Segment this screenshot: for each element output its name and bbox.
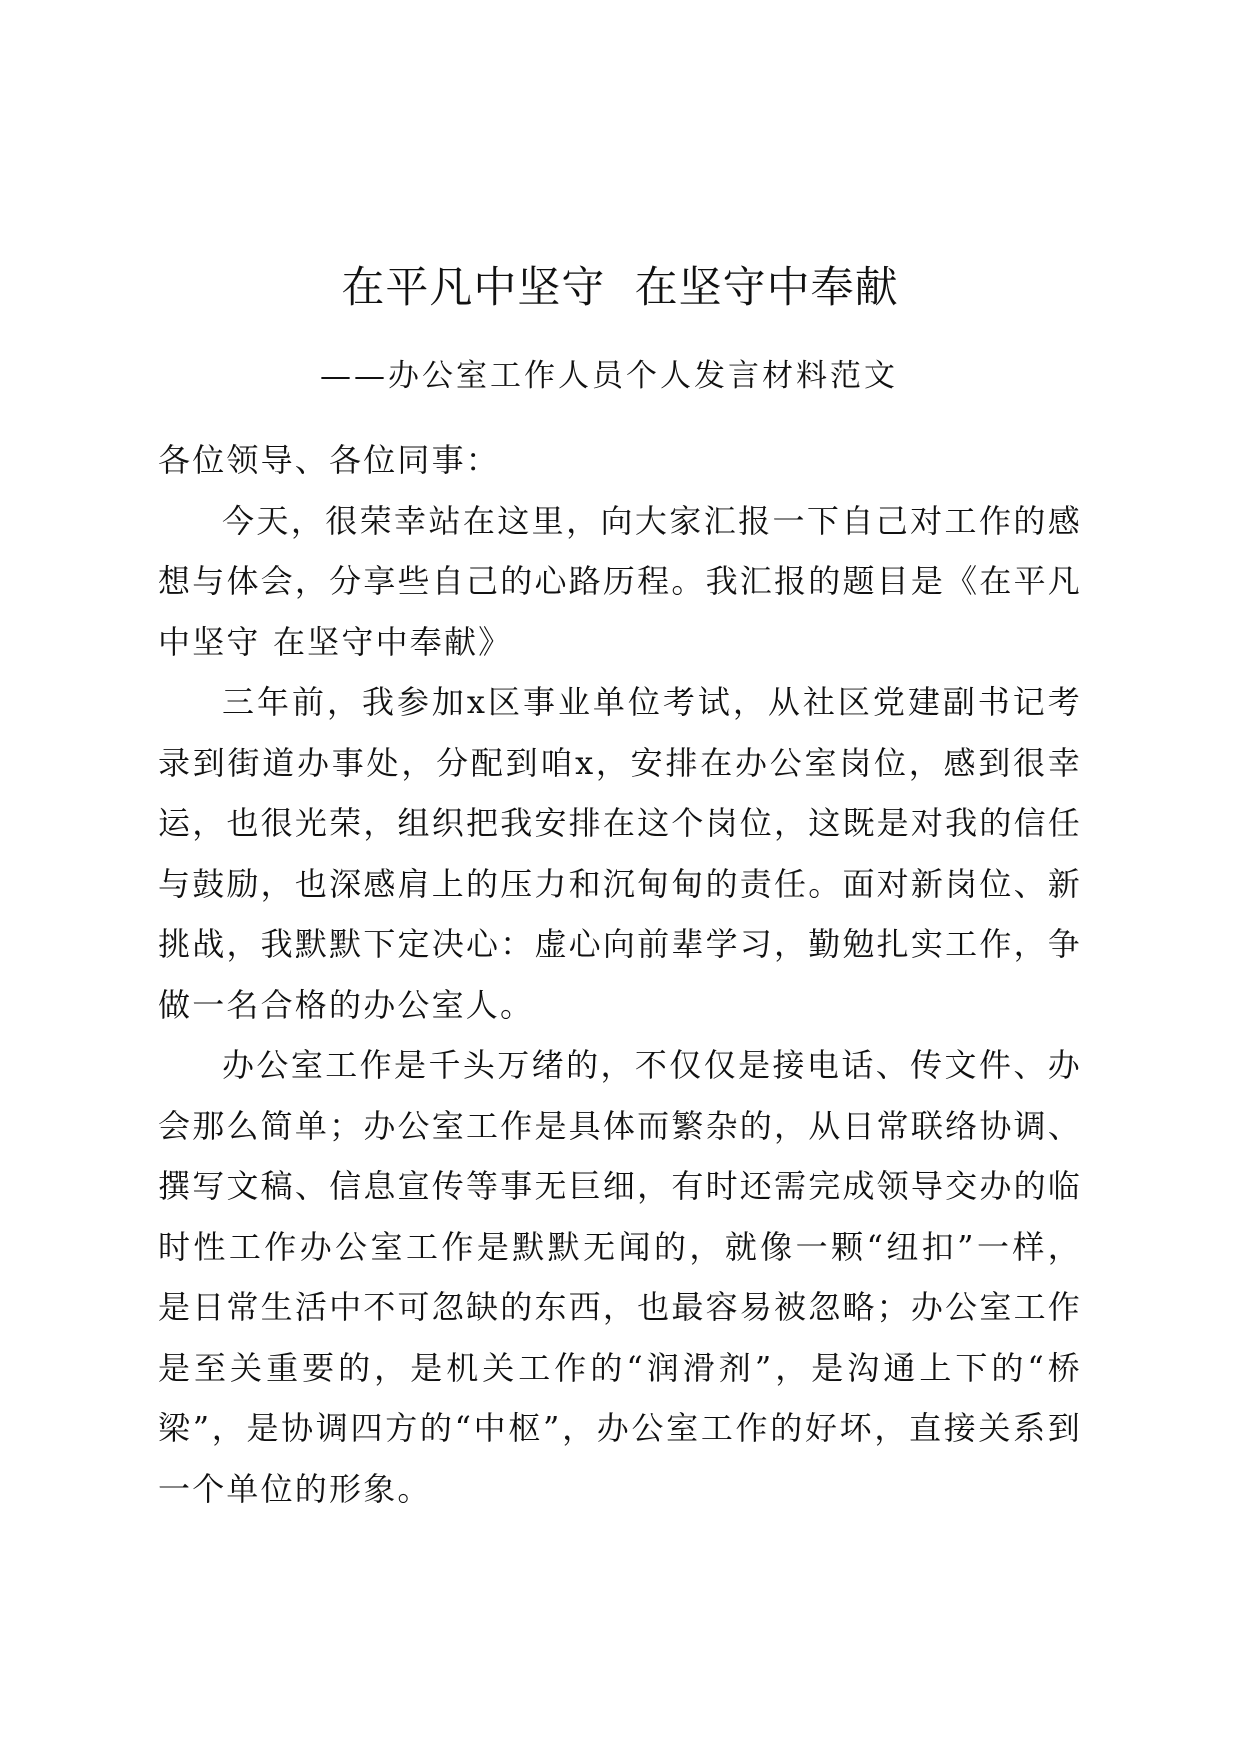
document-title: 在平凡中坚守 在坚守中奉献 — [341, 263, 899, 313]
document-subtitle: ——办公室工作人员个人发言材料范文 — [320, 358, 898, 394]
paragraph-2: 三年前，我参加x区事业单位考试，从社区党建副书记考录到街道办事处，分配到咱x，安排在办公室岗位，感到很幸运，也很光荣，组织把我安排在这个岗位，这既是对我的信任与鼓励，也深感肩上的压力和沉甸甸的责任。面对新岗位、新挑战，我默默下定决心：虚心向前辈学习，勤勉扎实工作，争做一名合格的办公室人。 — [158, 683, 1082, 1024]
paragraph-3: 办公室工作是千头万绪的，不仅仅是接电话、传文件、办会那么简单；办公室工作是具体而繁杂的，从日常联络协调、撰写文稿、信息宣传等事无巨细，有时还需完成领导交办的临时性工作办公室工作是默默无闻的，就像一颗“纽扣”一样，是日常生活中不可忽缺的东西，也最容易被忽略；办公室工作是至关重要的，是机关工作的“润滑剂”，是沟通上下的“桥梁”，是协调四方的“中枢”，办公室工作的好坏，直接关系到一个单位的形象。 — [158, 1046, 1082, 1508]
document-body — [158, 430, 1082, 1519]
paragraph-1: 今天，很荣幸站在这里，向大家汇报一下自己对工作的感想与体会，分享些自己的心路历程。我汇报的题目是《在平凡中坚守 在坚守中奉献》 — [158, 501, 1082, 661]
salutation: 各位领导、各位同事： — [158, 441, 501, 479]
